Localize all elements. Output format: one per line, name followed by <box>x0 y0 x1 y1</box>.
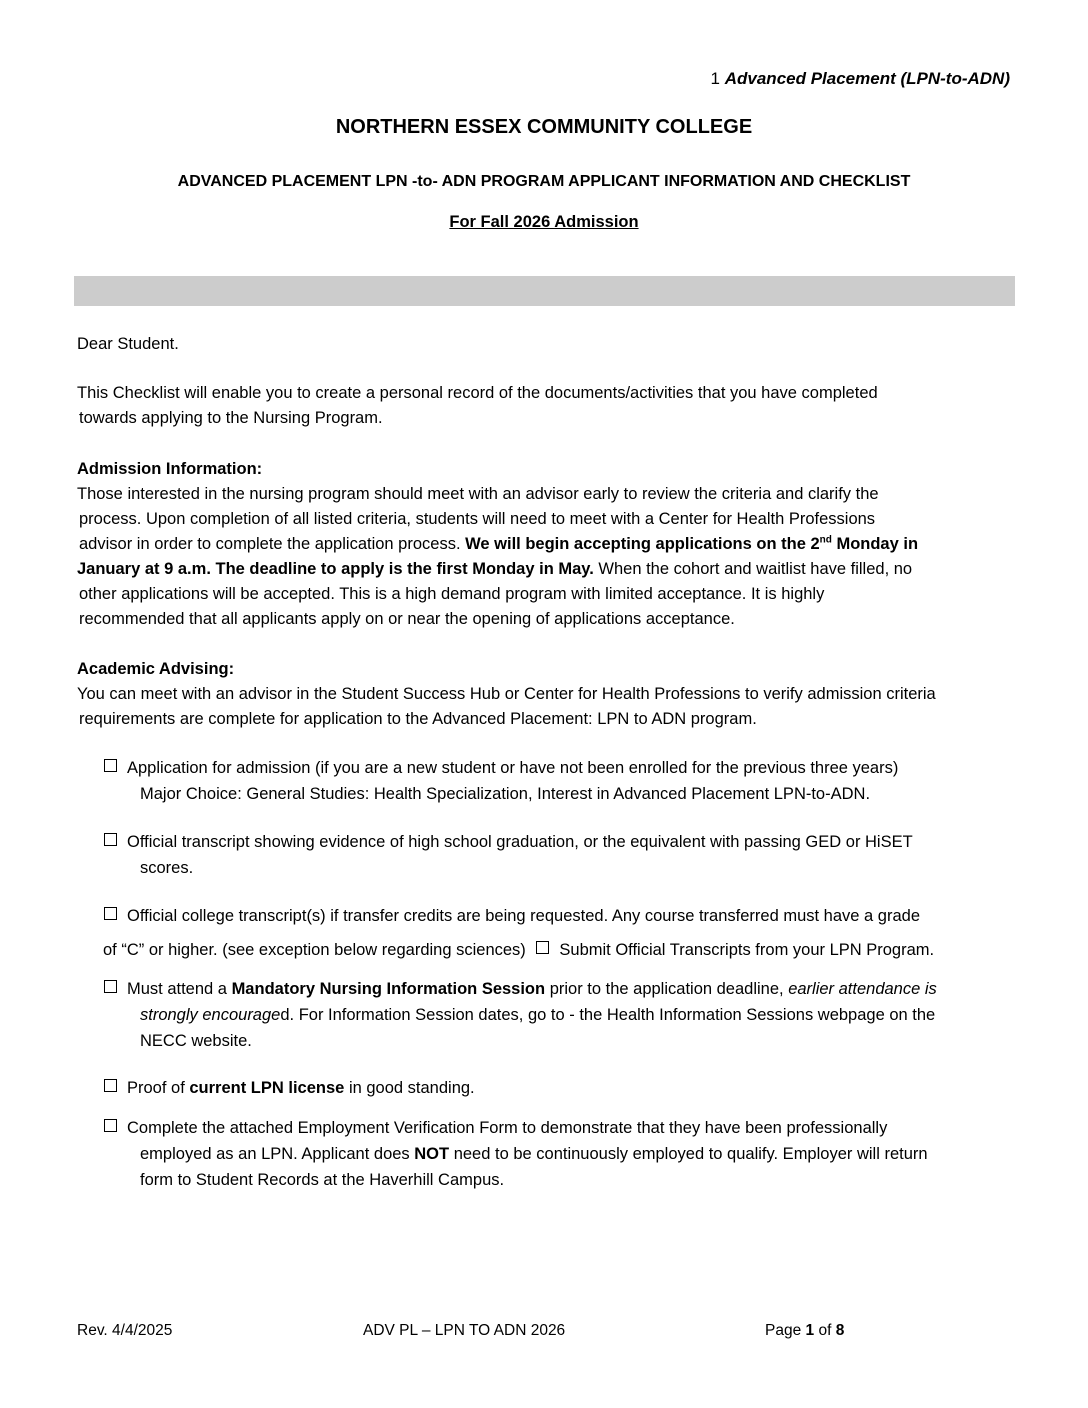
advising-line-2: requirements are complete for application to the Advanced Placement: LPN to ADN program. <box>79 710 757 728</box>
checklist-item-text: prior to the application deadline, <box>545 980 789 998</box>
admission-line-5: other applications will be accepted. This is a high demand program with limited acceptance. It is highly <box>79 585 825 603</box>
checklist-item-college-transcript <box>104 903 1019 929</box>
admission-line-2: process. Upon completion of all listed criteria, students will need to meet with a Center for Health Professions <box>79 510 876 528</box>
admission-line-6: recommended that all applicants apply on or near the opening of applications acceptance. <box>79 610 735 628</box>
checklist-item-text: Complete the attached Employment Verification Form to demonstrate that they have been professionally <box>127 1119 888 1137</box>
checklist-item-italic: strongly encourage <box>140 1006 281 1024</box>
checklist-item-italic: earlier attendance is <box>788 980 937 998</box>
checklist-item-text: form to Student Records at the Haverhill Campus. <box>140 1171 505 1189</box>
footer-doc-code: ADV PL – LPN TO ADN 2026 <box>363 1322 566 1339</box>
checkbox[interactable] <box>104 907 117 920</box>
header-doc-title: Advanced Placement (LPN-to-ADN) <box>724 69 1010 88</box>
footer-page-label: Page <box>765 1322 806 1339</box>
checklist-item-text: Submit Official Transcripts from your LPN Program. <box>559 941 935 959</box>
term-title: For Fall 2026 Admission <box>449 213 639 231</box>
admission-deadline-bold: January at 9 a.m. The deadline to apply is the first Monday in May. <box>77 560 594 578</box>
checklist-item-text: Official college transcript(s) if transfer credits are being requested. Any course transferred must have a grade <box>127 907 920 925</box>
section-divider-bar <box>74 276 1015 306</box>
admission-line-3 <box>77 532 1017 557</box>
checkbox[interactable] <box>104 833 117 846</box>
admission-heading: Admission Information: <box>77 460 263 478</box>
admission-dates-bold-b: Monday in <box>831 535 919 553</box>
checklist-item-text: employed as an LPN. Applicant does <box>140 1145 415 1163</box>
footer-page-current: 1 <box>805 1322 815 1339</box>
checklist-item-text: Application for admission (if you are a new student or have not been enrolled for the previous three years) <box>127 759 899 777</box>
not-bold: NOT <box>414 1145 450 1163</box>
intro-line-1: This Checklist will enable you to create a personal record of the documents/activities that you have completed <box>77 384 878 402</box>
footer-page-total: 8 <box>835 1322 845 1339</box>
footer-page-of: of <box>814 1322 836 1339</box>
admission-dates-bold-a: We will begin accepting applications on the 2 <box>465 535 820 553</box>
checklist-item-text: d. For Information Session dates, go to - the Health Information Sessions webpage on the <box>280 1006 936 1024</box>
program-title: ADVANCED PLACEMENT LPN -to- ADN PROGRAM APPLICANT INFORMATION AND CHECKLIST <box>177 173 911 190</box>
checkbox[interactable] <box>104 759 117 772</box>
checklist-item-text: of “C” or higher. (see exception below regarding sciences) <box>103 941 526 959</box>
college-title: NORTHERN ESSEX COMMUNITY COLLEGE <box>335 116 753 138</box>
checklist-item-text: Major Choice: General Studies: Health Specialization, Interest in Advanced Placement LPN-to-ADN. <box>140 785 871 803</box>
greeting: Dear Student. <box>77 335 179 353</box>
checklist-item-text: Must attend a <box>127 980 232 998</box>
admission-ordinal-sup: nd <box>819 534 832 546</box>
page-header <box>711 69 1010 89</box>
checklist-item-text: Official transcript showing evidence of high school graduation, or the equivalent with passing GED or HiSET <box>127 833 913 851</box>
advising-line-1: You can meet with an advisor in the Student Success Hub or Center for Health Professions to verify admission criteria <box>77 685 936 703</box>
checklist-item-application <box>104 755 1019 807</box>
checkbox[interactable] <box>104 1119 117 1132</box>
footer-revision: Rev. 4/4/2025 <box>77 1322 173 1339</box>
admission-line-3-text: advisor in order to complete the application process. <box>79 535 466 553</box>
checkbox[interactable] <box>536 941 549 954</box>
checklist-item-lpn-transcript <box>103 937 1033 963</box>
footer-page-number <box>765 1322 844 1340</box>
checklist-item-text: Proof of <box>127 1079 190 1097</box>
header-page-number: 1 <box>710 69 720 88</box>
intro-line-2: towards applying to the Nursing Program. <box>79 409 383 427</box>
license-bold: current LPN license <box>189 1079 345 1097</box>
admission-line-4 <box>77 557 1017 582</box>
checklist-item-lpn-license <box>104 1075 1019 1101</box>
advising-heading: Academic Advising: <box>77 660 235 678</box>
checklist-item-text: NECC website. <box>140 1032 252 1050</box>
checklist-item-hs-transcript <box>104 829 1019 881</box>
advising-section <box>77 657 1017 732</box>
admission-line-1: Those interested in the nursing program should meet with an advisor early to review the criteria and clarify the <box>77 485 879 503</box>
checkbox[interactable] <box>104 980 117 993</box>
checklist-item-employment <box>104 1115 1019 1193</box>
checklist-item-text: in good standing. <box>344 1079 475 1097</box>
admission-section <box>77 457 1017 632</box>
checklist-item-info-session <box>104 976 1019 1054</box>
info-session-bold: Mandatory Nursing Information Session <box>231 980 546 998</box>
checklist-item-text: need to be continuously employed to qualify. Employer will return <box>449 1145 928 1163</box>
checkbox[interactable] <box>104 1079 117 1092</box>
intro-paragraph <box>77 381 1017 431</box>
checklist-item-text: scores. <box>140 859 194 877</box>
admission-line-4-text: When the cohort and waitlist have filled, no <box>593 560 913 578</box>
admission-dates-bold <box>465 535 918 553</box>
